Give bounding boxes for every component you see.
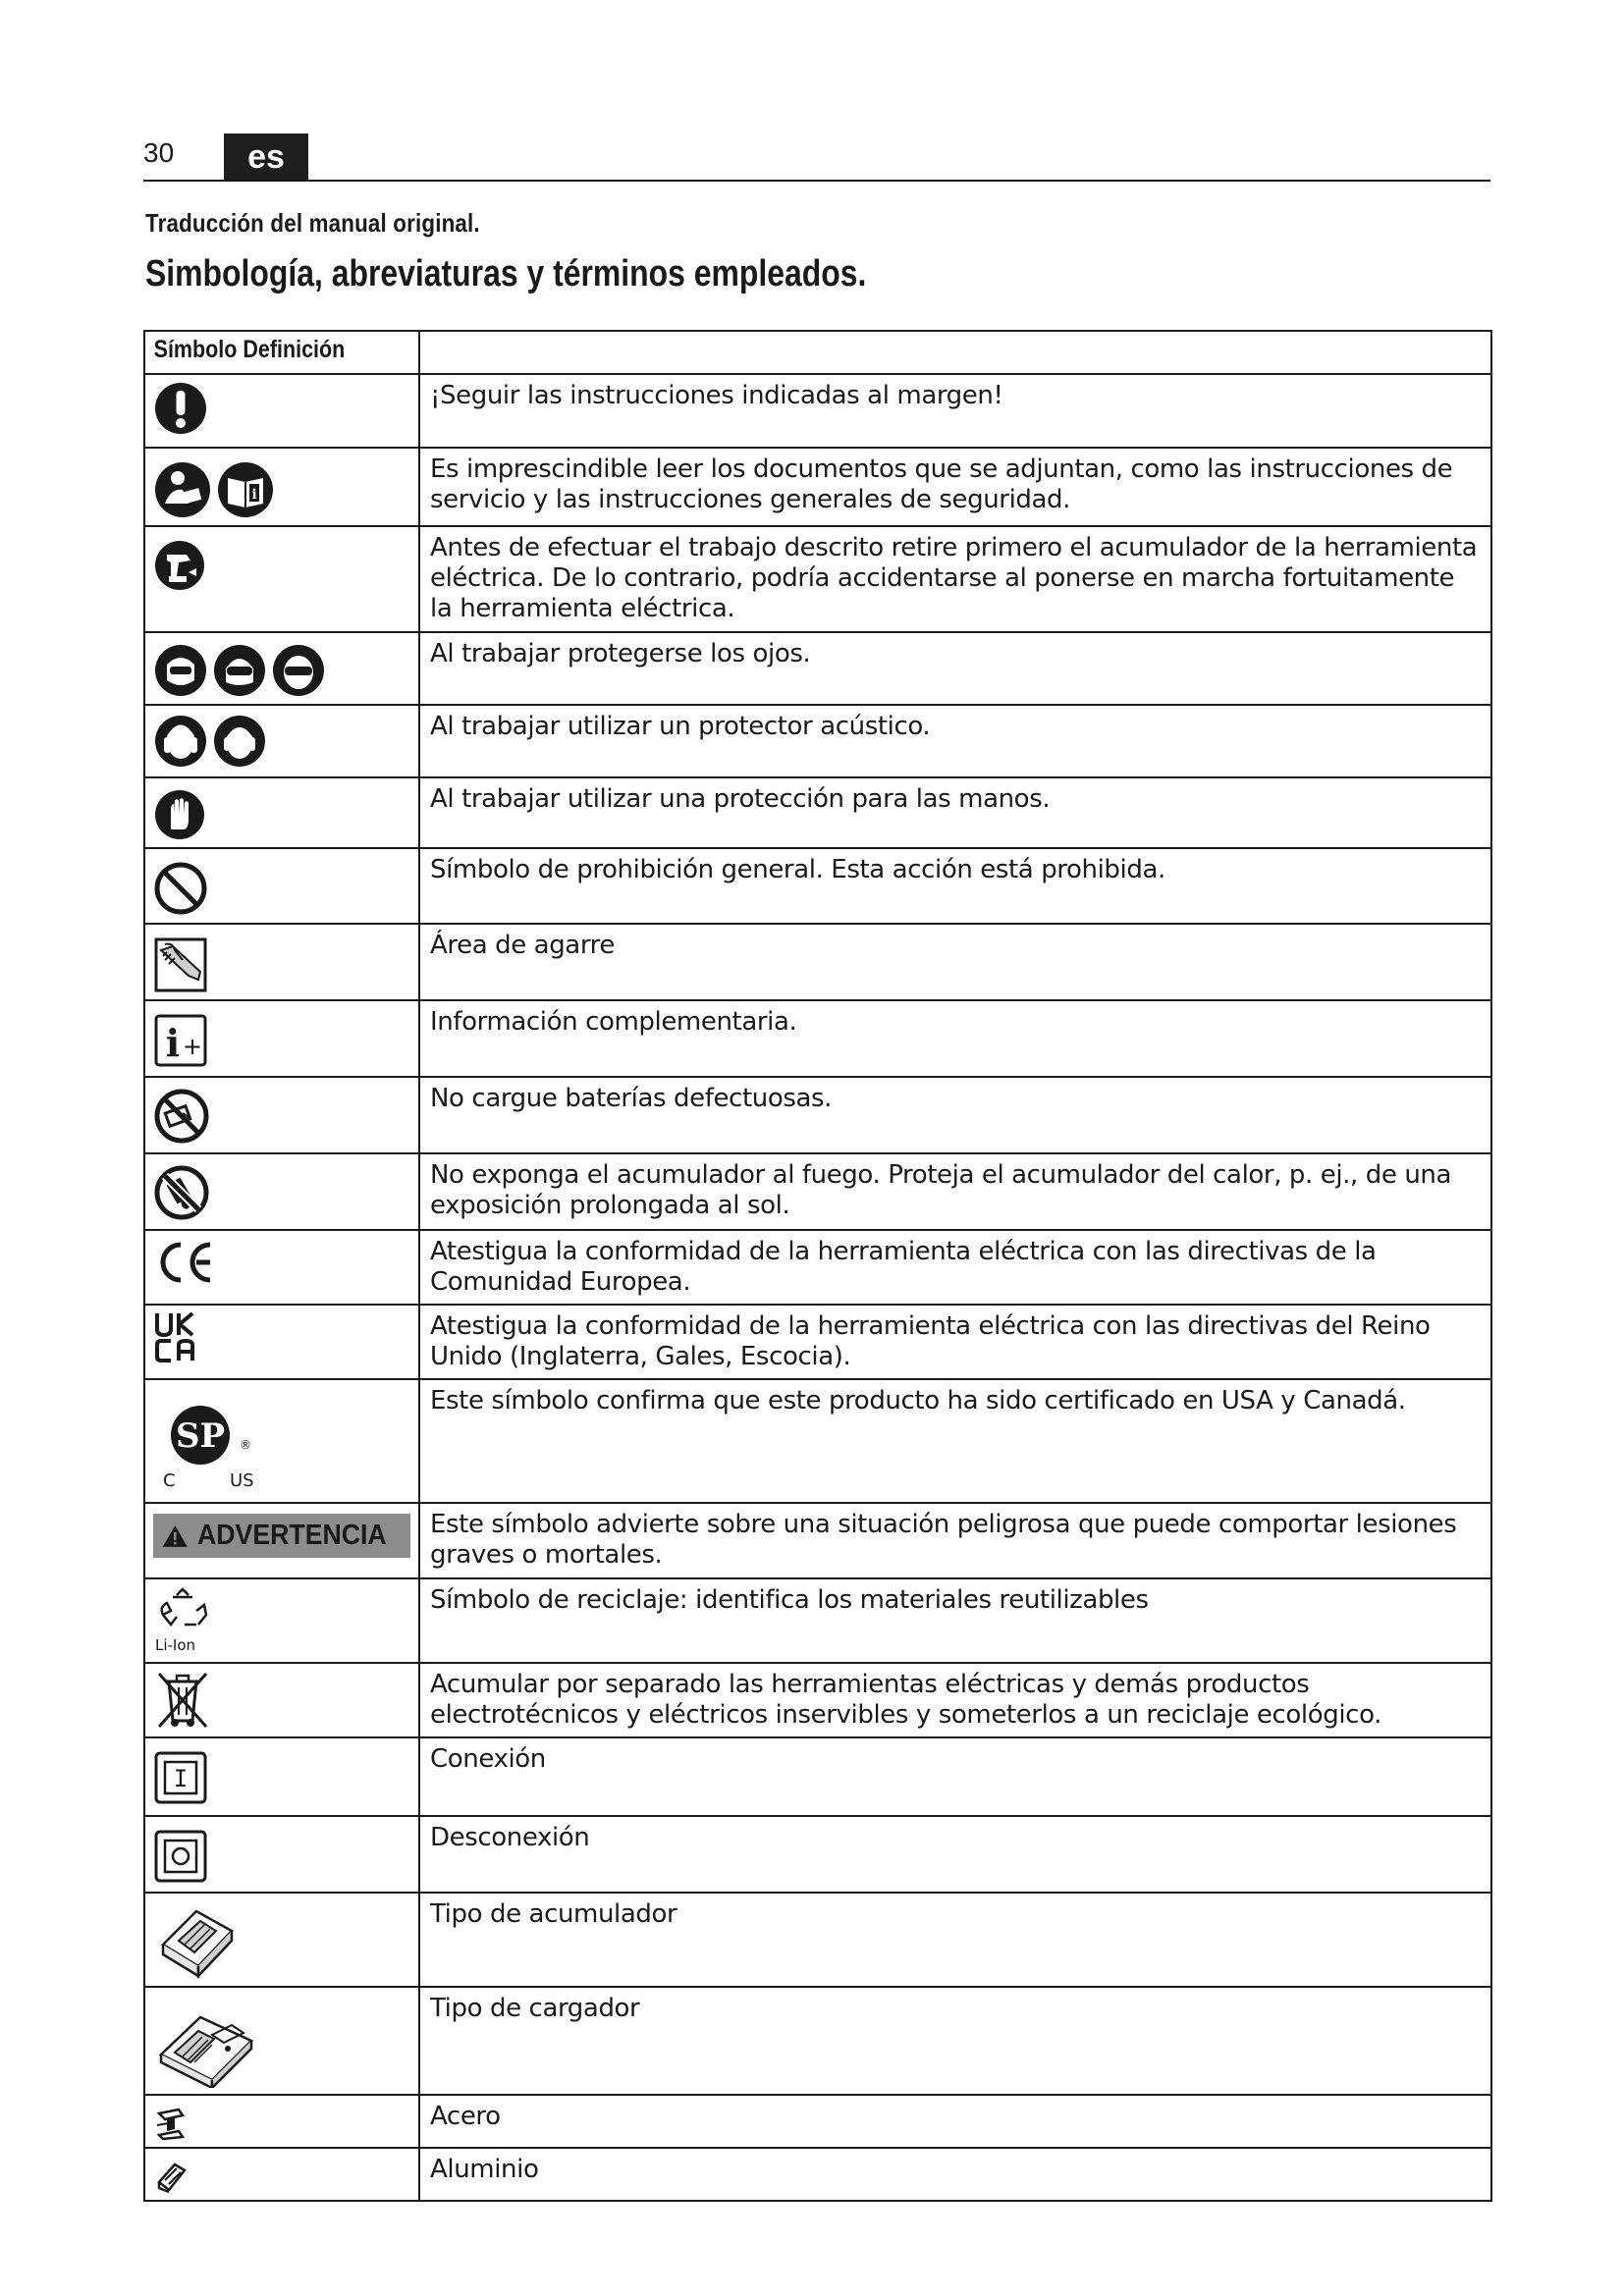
table-row [144,1305,1491,1379]
warning-label-text: ADVERTENCIA [196,1520,387,1551]
row-definition: Acumular por separado las herramientas eléctricas y demás productos electrotécnicos y eléctricos inservibles y someterlos a un reciclaje ecológico. [419,1663,1491,1737]
table-header-label: Símbolo Definición [153,336,346,363]
safety-glasses-icon [271,643,326,698]
csa-mark-icon [153,1396,271,1494]
row-definition: Este símbolo advierte sobre una situación peligrosa que puede comportar lesiones graves o mortales. [419,1503,1491,1578]
table-row [144,1230,1491,1305]
svg-text:i: i [165,1021,181,1065]
table-row [144,2148,1491,2201]
prohibition-icon [153,861,208,916]
svg-text:US: US [230,1470,254,1491]
table-row [144,632,1491,705]
svg-text:C: C [163,1470,176,1491]
crossed-bin-icon [153,1668,212,1731]
page-title: Simbología, abreviaturas y términos empleados. [145,253,867,294]
svg-text:SP: SP [175,1416,226,1456]
row-definition: Atestigua la conformidad de la herramienta eléctrica con las directivas del Reino Unido (Inglaterra, Gales, Escocia). [419,1305,1491,1379]
recycling-icon [153,1585,216,1656]
row-definition: Área de agarre [419,924,1491,1000]
row-definition: Símbolo de prohibición general. Esta acción está prohibida. [419,848,1491,924]
row-definition: Al trabajar utilizar una protección para las manos. [419,777,1491,848]
ce-mark-icon [153,1241,216,1284]
charger-type-icon [153,2003,261,2088]
row-definition: Atestigua la conformidad de la herramienta eléctrica con las directivas de la Comunidad Europea. [419,1230,1491,1305]
row-definition: No exponga el acumulador al fuego. Proteja el acumulador del calor, p. ej., de una exposición prolongada al sol. [419,1153,1491,1230]
symbol-table [143,330,1492,2202]
header-divider [143,180,1490,182]
row-definition: Aluminio [419,2148,1491,2201]
table-row [144,526,1491,632]
no-charge-defective-icon [153,1088,210,1145]
aluminium-icon [153,2159,189,2194]
row-definition: Al trabajar utilizar un protector acústico. [419,705,1491,777]
warning-triangle-icon [161,1522,189,1551]
table-row [144,1153,1491,1230]
table-row [144,1000,1491,1077]
row-definition: Símbolo de reciclaje: identifica los materiales reutilizables [419,1578,1491,1663]
row-definition: ¡Seguir las instrucciones indicadas al margen! [419,374,1491,448]
svg-text:Li-Ion: Li-Ion [155,1636,196,1654]
info-manual-icon [216,460,275,519]
table-row [144,1578,1491,1663]
ukca-mark-icon [153,1309,198,1364]
power-off-icon [153,1829,208,1884]
table-row [144,1663,1491,1737]
document-subtitle: Traducción del manual original. [145,208,480,238]
row-definition: No cargue baterías defectuosas. [419,1077,1491,1153]
page-number: 30 [143,137,175,168]
row-definition: Este símbolo confirma que este producto ha sido certificado en USA y Canadá. [419,1379,1491,1503]
table-row [144,448,1491,526]
remove-battery-icon [153,539,206,592]
glove-icon [153,788,206,841]
row-definition: Tipo de acumulador [419,1893,1491,1987]
info-plus-icon [153,1013,208,1068]
row-definition: Tipo de cargador [419,1987,1491,2095]
read-manual-icon [153,460,212,519]
table-header-row [144,331,1491,374]
row-definition: Es imprescindible leer los documentos que se adjuntan, como las instrucciones de servicio y las instrucciones generales de seguridad. [419,448,1491,526]
face-shield-icon [153,643,208,698]
svg-text:®: ® [240,1438,251,1452]
ear-protection-icon [153,714,208,769]
table-row [144,924,1491,1000]
table-row [144,2095,1491,2148]
svg-text:+: + [182,1033,203,1060]
ear-protection-icon [212,714,267,769]
exclamation-icon [153,381,208,436]
table-row [144,1816,1491,1893]
table-row [144,1379,1491,1503]
svg-text:I: I [173,1765,189,1792]
no-fire-icon [153,1164,210,1221]
row-definition: Al trabajar protegerse los ojos. [419,632,1491,705]
table-row [144,1987,1491,2095]
warning-label [153,1514,410,1558]
table-row [144,705,1491,777]
table-row [144,374,1491,448]
power-on-icon [153,1750,208,1805]
steel-icon [153,2106,189,2141]
battery-type-icon [153,1901,242,1980]
row-definition: Desconexión [419,1816,1491,1893]
row-definition: Conexión [419,1737,1491,1816]
row-definition: Antes de efectuar el trabajo descrito retire primero el acumulador de la herramienta eléctrica. De lo contrario, podría accidentarse al ponerse en marcha fortuitamente la herramienta eléctrica. [419,526,1491,632]
table-row [144,1077,1491,1153]
table-row [144,1893,1491,1987]
table-row [144,777,1491,848]
table-row [144,848,1491,924]
svg-text:i: i [251,487,257,503]
row-definition: Información complementaria. [419,1000,1491,1077]
grip-area-icon [153,936,208,993]
table-row [144,1503,1491,1578]
row-definition: Acero [419,2095,1491,2148]
goggles-icon [212,643,267,698]
language-badge: es [224,133,308,181]
table-row [144,1737,1491,1816]
